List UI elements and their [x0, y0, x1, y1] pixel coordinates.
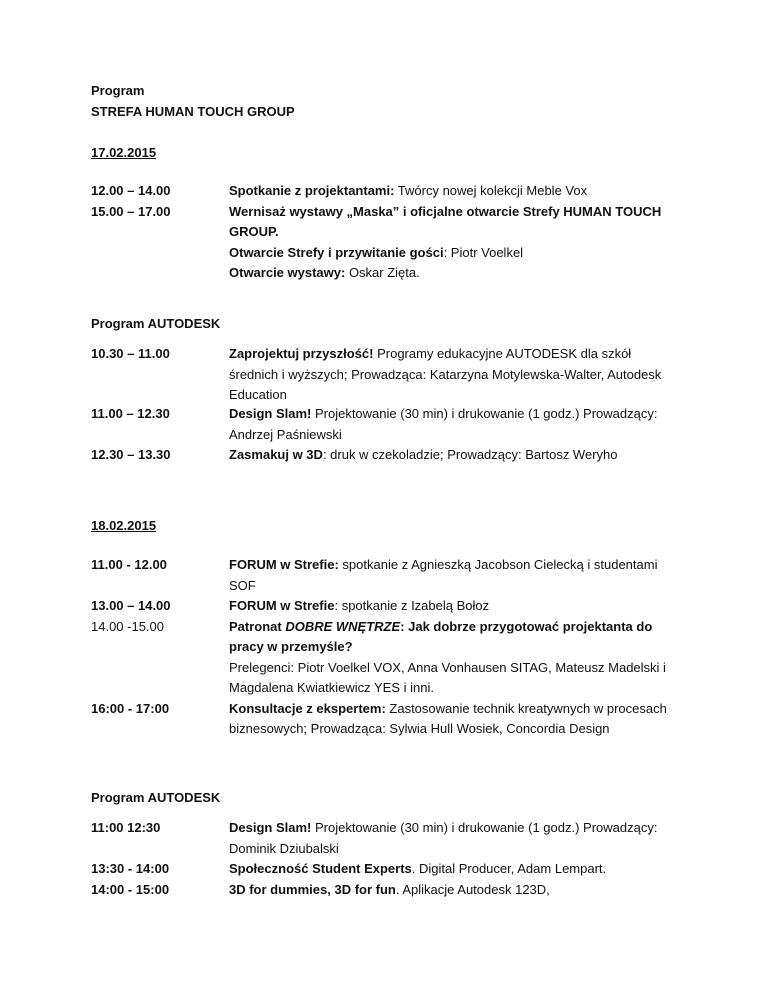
event-description: [229, 202, 669, 284]
schedule-row: [91, 596, 691, 617]
event-text: : druk w czekoladzie; Prowadzący: Bartosz Weryho: [322, 447, 618, 462]
schedule-row: [91, 818, 691, 859]
schedule-row: [91, 404, 691, 445]
event-title: Konsultacje z ekspertem:: [229, 700, 386, 716]
event-description: [229, 880, 669, 901]
day2-autodesk-schedule: [91, 818, 691, 900]
event-title: Społeczność Student Experts: [229, 861, 412, 876]
schedule-row: [91, 555, 691, 596]
schedule-row: [91, 699, 691, 740]
day1-autodesk-heading: Program AUTODESK: [91, 316, 221, 331]
program-label: Program: [91, 83, 145, 98]
event-description: [229, 859, 669, 880]
event-text: Programy edukacyjne AUTODESK dla szkół średnich i wyższych; Prowadząca: Katarzyna Motylewska-Walter, Autodesk Education: [229, 346, 662, 402]
time-slot: 15.00 – 17.00: [91, 203, 171, 219]
event-text: Projektowanie (30 min) i drukowanie (1 godz.) Prowadzący: Andrzej Paśniewski: [229, 406, 658, 442]
day1-autodesk-schedule: [91, 344, 691, 466]
event-text: Zastosowanie technik kreatywnych w procesach biznesowych; Prowadząca: Sylwia Hull Wosiek, Concordia Design: [229, 700, 667, 736]
opening-label: Otwarcie Strefy i przywitanie gości: [229, 244, 444, 260]
schedule-row: [91, 344, 691, 402]
event-title: FORUM w Strefie:: [229, 557, 339, 572]
schedule-row: [91, 859, 691, 880]
event-title: Zaprojektuj przyszłość!: [229, 346, 374, 361]
event-description: [229, 596, 669, 617]
event-text: Prelegenci: Piotr Voelkel VOX, Anna Vonhausen SITAG, Mateusz Madelski i Magdalena Kwiatkiewicz YES i inni.: [229, 659, 666, 695]
time-slot: 11.00 - 12.00: [91, 557, 167, 572]
schedule-row: [91, 202, 691, 284]
event-title: FORUM w Strefie: [229, 598, 335, 613]
event-title: Design Slam!: [229, 820, 312, 835]
event-text: . Aplikacje Autodesk 123D,: [395, 881, 550, 897]
schedule-row: [91, 880, 691, 901]
event-title-patron: DOBRE WNĘTRZE: [285, 618, 401, 634]
event-description: [229, 555, 669, 596]
day1-strefa-schedule: [91, 181, 691, 284]
time-slot: 14.00 -15.00: [91, 618, 165, 634]
event-text: . Digital Producer, Adam Lempart.: [411, 861, 607, 876]
event-description: [229, 344, 669, 402]
opening-text: : Piotr Voelkel: [443, 244, 524, 260]
schedule-row: [91, 445, 691, 466]
event-description: [229, 818, 669, 859]
day2-strefa-schedule: [91, 555, 691, 740]
event-text: Projektowanie (30 min) i drukowanie (1 godz.) Prowadzący: Dominik Dziubalski: [229, 820, 658, 856]
exhibition-label: Otwarcie wystawy:: [229, 265, 346, 280]
event-text: : spotkanie z Izabelą Bołoz: [334, 598, 490, 613]
time-slot: 13:30 - 14:00: [91, 861, 170, 876]
event-description: [229, 404, 669, 445]
event-text: Twórcy nowej kolekcji Meble Vox: [394, 183, 588, 198]
time-slot: 12.30 – 13.30: [91, 447, 171, 462]
exhibition-text: Oskar Zięta.: [345, 265, 420, 280]
schedule-row: [91, 181, 691, 202]
event-title: Zasmakuj w 3D: [229, 447, 323, 462]
schedule-row: [91, 617, 691, 699]
time-slot: 16:00 - 17:00: [91, 700, 170, 716]
event-description: [229, 617, 669, 699]
time-slot: 11.00 – 12.30: [91, 406, 170, 421]
event-text: spotkanie z Agnieszką Jacobson Cielecką i studentami SOF: [229, 557, 658, 593]
time-slot: 11:00 12:30: [91, 820, 161, 835]
day2-date: 18.02.2015: [91, 518, 157, 533]
day1-date: 17.02.2015: [91, 145, 157, 160]
time-slot: 14:00 - 15:00: [91, 881, 170, 897]
document-header: [91, 81, 691, 122]
day2-autodesk-heading: Program AUTODESK: [91, 790, 221, 805]
event-description: [229, 181, 669, 202]
event-description: [229, 445, 669, 466]
event-title-prefix: Patronat: [229, 618, 286, 634]
event-title: Wernisaż wystawy „Maska” i oficjalne otwarcie Strefy HUMAN TOUCH GROUP.: [229, 203, 662, 239]
event-title: 3D for dummies, 3D for fun: [229, 881, 396, 897]
time-slot: 10.30 – 11.00: [91, 346, 170, 361]
event-description: [229, 699, 669, 740]
event-title-suffix: : Jak dobrze przygotować projektanta do pracy w przemyśle?: [229, 618, 653, 654]
event-title: Spotkanie z projektantami:: [229, 183, 395, 198]
time-slot: 13.00 – 14.00: [91, 598, 171, 613]
strefa-title: STREFA HUMAN TOUCH GROUP: [91, 103, 295, 119]
time-slot: 12.00 – 14.00: [91, 183, 171, 198]
event-title: Design Slam!: [229, 406, 312, 421]
